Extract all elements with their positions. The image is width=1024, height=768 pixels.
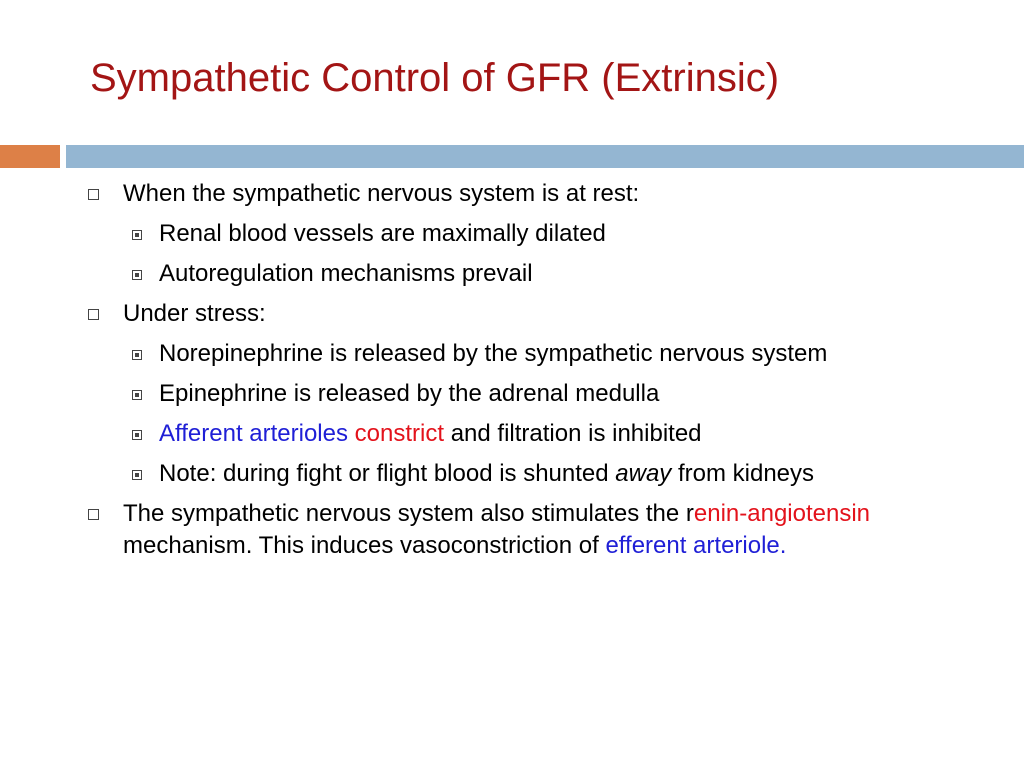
bullet-text: When the sympathetic nervous system is at rest: xyxy=(123,180,640,207)
slide-content xyxy=(86,178,966,562)
sub-bullet-text: from kidneys xyxy=(671,460,815,487)
sub-bullet-text: and filtration is inhibited xyxy=(444,420,702,447)
bullet-text: mechanism. This induces vasoconstriction of xyxy=(123,532,606,559)
sub-bullet-autoregulation xyxy=(86,258,966,290)
bullet-under-stress xyxy=(86,298,966,330)
bullet-text: Under stress: xyxy=(123,300,266,327)
filled-square-bullet-icon xyxy=(132,270,142,280)
bullet-text: The sympathetic nervous system also stimulates the r xyxy=(123,500,694,527)
slide-title: Sympathetic Control of GFR (Extrinsic) xyxy=(90,56,780,100)
highlight-renin-angiotensin: enin-angiotensin xyxy=(693,500,871,527)
sub-bullet-fight-or-flight xyxy=(86,458,966,490)
filled-square-bullet-icon xyxy=(132,470,142,480)
bullet-renin-angiotensin xyxy=(86,498,966,562)
highlight-afferent-arterioles: Afferent arterioles xyxy=(159,420,348,447)
sub-bullet-afferent-constrict xyxy=(86,418,966,450)
highlight-efferent-arteriole: efferent arteriole. xyxy=(605,532,787,559)
title-divider-bar xyxy=(66,145,1024,168)
hollow-square-bullet-icon xyxy=(88,509,99,520)
bullet-at-rest xyxy=(86,178,966,210)
text-space xyxy=(348,420,355,447)
filled-square-bullet-icon xyxy=(132,390,142,400)
sub-bullet-norepinephrine xyxy=(86,338,966,370)
sub-bullet-dilated xyxy=(86,218,966,250)
sub-bullet-text: Renal blood vessels are maximally dilated xyxy=(159,220,606,247)
sub-bullet-epinephrine xyxy=(86,378,966,410)
sub-bullet-text: Norepinephrine is released by the sympathetic nervous system xyxy=(159,340,828,367)
highlight-constrict: constrict xyxy=(354,420,445,447)
filled-square-bullet-icon xyxy=(132,230,142,240)
emphasis-away: away xyxy=(615,460,672,487)
sub-bullet-text: Autoregulation mechanisms prevail xyxy=(159,260,533,287)
filled-square-bullet-icon xyxy=(132,430,142,440)
accent-bar xyxy=(0,145,60,168)
hollow-square-bullet-icon xyxy=(88,309,99,320)
hollow-square-bullet-icon xyxy=(88,189,99,200)
filled-square-bullet-icon xyxy=(132,350,142,360)
sub-bullet-text: Epinephrine is released by the adrenal medulla xyxy=(159,380,660,407)
sub-bullet-text: Note: during fight or flight blood is shunted xyxy=(159,460,616,487)
